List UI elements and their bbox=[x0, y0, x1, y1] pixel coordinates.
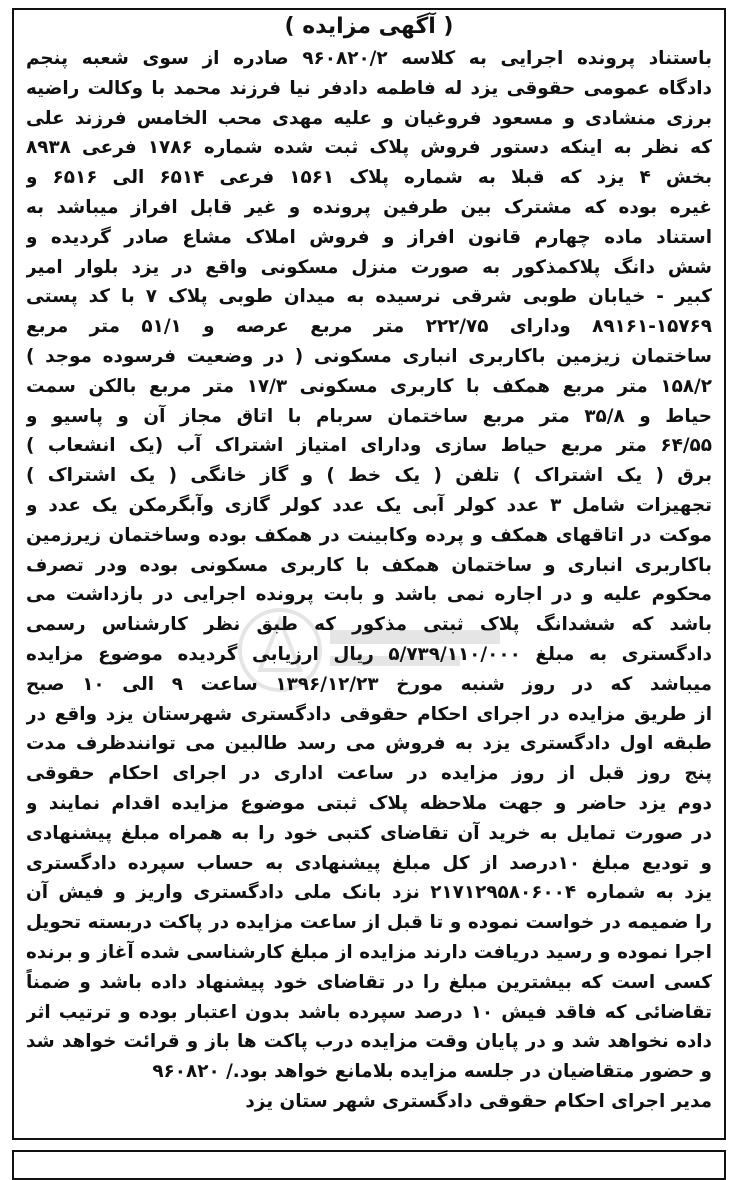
notice-line: و تودیع مبلغ ۱۰درصد از کل مبلغ پیشنهادی به حساب سپرده دادگستری bbox=[26, 852, 712, 874]
notice-line: باکاربری انباری و ساختمان همکف با کاربری مسکونی بوده ودر تصرف bbox=[26, 554, 712, 576]
notice-line: ساختمان زیزمین باکاربری انباری مسکونی ( در وضعیت فرسوده موجد ) bbox=[26, 345, 712, 367]
notice-line: دادگستری به مبلغ ۵/۷۳۹/۱۱۰/۰۰۰ ریال ارزیابی گردیده موضوع مزایده bbox=[26, 643, 712, 665]
notice-line: ۶۴/۵۵ متر مربع حیاط سازی ودارای امتیاز اشتراک آب (یک انشعاب ) bbox=[26, 435, 712, 457]
notice-line: ۸۹۱۶۱-۱۵۷۶۹ ودارای ۲۲۲/۷۵ متر مربع عرصه و ۵۱/۱ متر مربع bbox=[26, 316, 712, 338]
notice-line: ۱۵۸/۲ متر مربع همکف با کاربری مسکونی ۱۷/۳ متر مربع بالکن سمت bbox=[26, 375, 712, 397]
notice-line: تجهیزات شامل ۳ عدد کولر آبی یک عدد کولر گازی وآبگرمکن یک عدد و bbox=[26, 494, 712, 516]
notice-line: موکت در اتاقهای همکف و پرده وکابینت در همکف بوده وساختمان زیرزمین bbox=[26, 524, 712, 546]
auction-notice bbox=[12, 8, 726, 1140]
notice-line: شش دانگ پلاکمذکور به صورت منزل مسکونی واقع در یزد بلوار امیر bbox=[26, 256, 712, 278]
notice-line: طبقه اول دادگستری یزد به فروش می رسد طالبین می توانندظرف مدت bbox=[26, 733, 712, 755]
notice-line: غیره بوده که مشترک بین طرفین پرونده و غیر قابل افراز میباشد به bbox=[26, 196, 712, 218]
notice-body bbox=[14, 44, 724, 1087]
notice-line: باشد که ششدانگ پلاک ثبتی مذکور که طبق نظر کارشناس رسمی bbox=[26, 614, 712, 636]
notice-line: کبیر - خیابان طوبی شرقی نرسیده به میدان طوبی پلاک ۷ با کد پستی bbox=[26, 286, 712, 308]
notice-line: بخش ۴ یزد که قبلا به شماره پلاک ۱۵۶۱ فرعی ۶۵۱۴ الی ۶۵۱۶ و bbox=[26, 167, 712, 189]
next-notice-frame bbox=[12, 1150, 726, 1180]
notice-line: در صورت تمایل به خرید آن تقاضای کتبی خود را به همراه مبلغ پیشنهادی bbox=[26, 822, 712, 844]
notice-signature: مدیر اجرای احکام حقوقی دادگستری شهر ستان یزد bbox=[245, 1090, 712, 1112]
notice-line: اجرا نموده و رسید دریافت دارند مزایده از مبلغ کارشناسی شده آغاز و برنده bbox=[26, 941, 712, 963]
notice-line: حیاط و ۳۵/۸ متر مربع ساختمان سربام با اتاق مجاز آن و پاسیو و bbox=[26, 405, 712, 427]
notice-line: که نظر به اینکه دستور فروش پلاک ثبت شده شماره ۱۷۸۶ فرعی ۸۹۳۸ bbox=[26, 137, 712, 159]
notice-line: میباشد که در روز شنبه مورخ ۱۳۹۶/۱۲/۲۳ ساعت ۹ الی ۱۰ صبح bbox=[26, 673, 712, 695]
notice-line: یزد به شماره ۲۱۷۱۲۹۵۸۰۶۰۰۴ نزد بانک ملی دادگستری واریز و فیش آن bbox=[26, 882, 712, 904]
notice-line: برق ( یک اشتراک ) تلفن ( یک خط ) و گاز خانگی ( یک اشتراک ) bbox=[26, 465, 712, 487]
notice-line: پنج روز قبل از روز مزایده در ساعت اداری در اجرای احکام حقوقی bbox=[26, 763, 712, 785]
notice-line: باستناد پرونده اجرایی به کلاسه ۹۶۰۸۲۰/۲ صادره از سوی شعبه پنجم bbox=[26, 48, 712, 69]
notice-line: دوم یزد حاضر و جهت ملاحظه پلاک ثبتی موضوع مزایده اقدام نمایند و bbox=[26, 792, 712, 814]
notice-line: محکوم علیه و در اجاره نمی باشد و بابت پرونده اجرایی در بازداشت می bbox=[26, 584, 712, 606]
notice-line: استناد ماده چهارم قانون افراز و فروش املاک مشاع صادر گردیده و bbox=[26, 226, 712, 248]
notice-line: و حضور متقاضیان در جلسه مزایده بلامانع خواهد بود./ ۹۶۰۸۲۰ bbox=[152, 1061, 712, 1083]
notice-line: داده نخواهد شد و در پایان وقت مزایده درب پاکت ها باز و قرائت خواهد شد bbox=[26, 1031, 712, 1053]
notice-line: از طریق مزایده در اجرای احکام حقوقی دادگستری شهرستان یزد واقع در bbox=[26, 703, 712, 725]
notice-line: کسی است که بیشترین مبلغ را در تقاضای خود پیشنهاد داده باشد و ضمناً bbox=[26, 971, 712, 993]
notice-line: را ضمیمه در خواست نموده و تا قبل از ساعت مزایده در پاکت دربسته تحویل bbox=[26, 912, 712, 934]
notice-line: برزی منشادی و مسعود فروغیان و علیه مهدی محب الخامس فرزند علی bbox=[26, 107, 712, 129]
notice-title: ( آگهی مزایده ) bbox=[284, 14, 454, 39]
notice-line: تقاضائی که فاقد فیش ۱۰ درصد سپرده باشد بدون اعتبار بوده و ترتیب اثر bbox=[26, 1001, 712, 1023]
notice-line: دادگاه عمومی حقوقی یزد له فاطمه دادفر نیا فرزند محمد با وکالت راضیه bbox=[26, 77, 712, 99]
